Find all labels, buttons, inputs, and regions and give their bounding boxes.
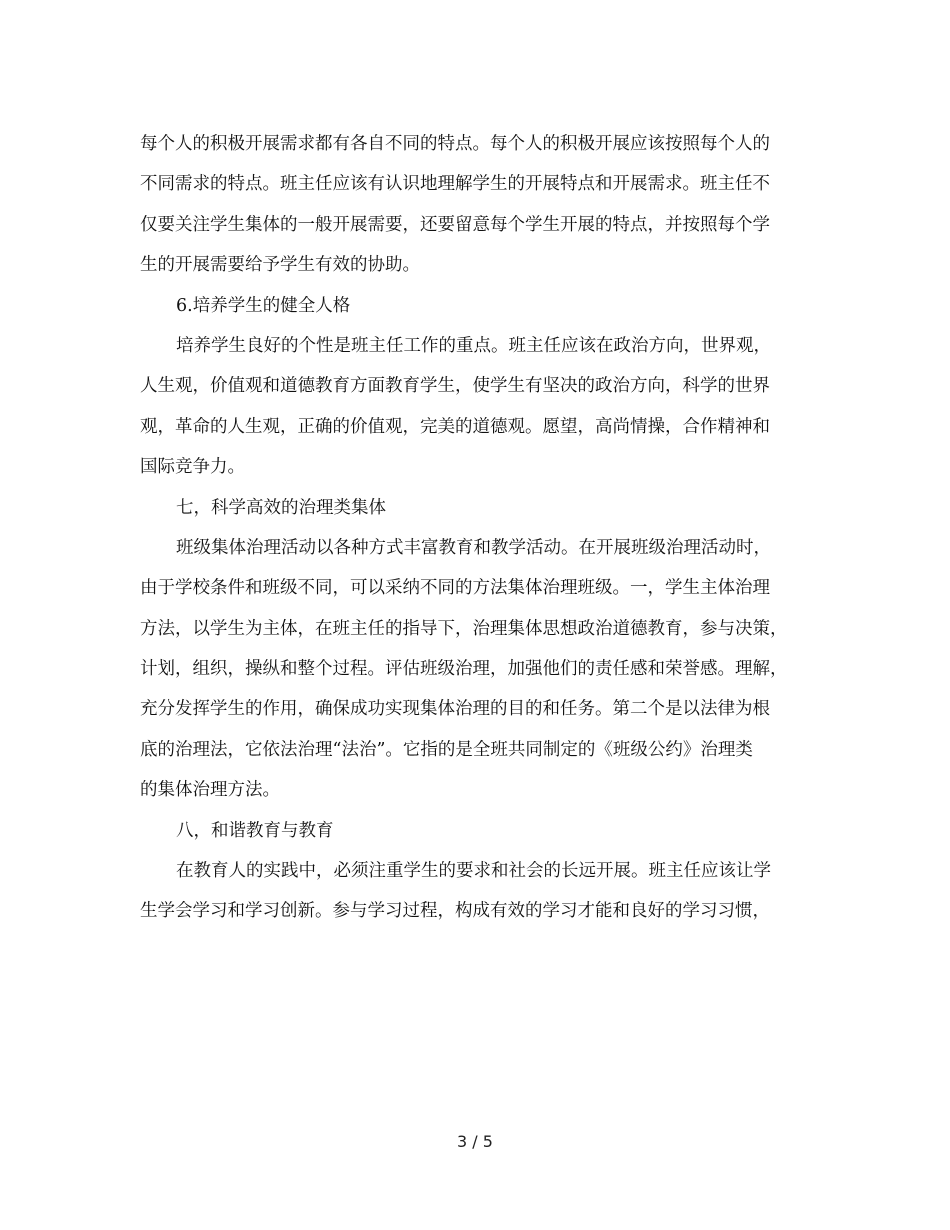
body-line: 方法，以学生为主体，在班主任的指导下，治理集体思想政治道德教育，参与决策，: [140, 618, 788, 639]
section-heading: 6.培养学生的健全人格: [176, 295, 351, 316]
body-line: 的集体治理方法。: [140, 780, 280, 801]
body-line: 国际竞争力。: [140, 457, 245, 478]
body-line: 由于学校条件和班级不同，可以采纳不同的方法集体治理班级。一，学生主体治理: [140, 578, 770, 599]
body-line: 不同需求的特点。班主任应该有认识地理解学生的开展特点和开展需求。班主任不: [140, 174, 770, 195]
section-heading: 八，和谐教育与教育: [176, 820, 334, 841]
body-line: 人生观，价值观和道德教育方面教育学生，使学生有坚决的政治方向，科学的世界: [140, 376, 770, 397]
section-heading: 七，科学高效的治理类集体: [176, 497, 386, 518]
document-body: [140, 124, 815, 932]
body-line: 底的治理法，它依法治理“法治”。它指的是全班共同制定的《班级公约》治理类: [140, 739, 753, 760]
page-number: 3 / 5: [457, 1132, 493, 1151]
body-line: 在教育人的实践中，必须注重学生的要求和社会的长远开展。班主任应该让学: [176, 861, 771, 882]
body-line: 班级集体治理活动以各种方式丰富教育和教学活动。在开展班级治理活动时，: [176, 537, 771, 558]
body-line: 培养学生良好的个性是班主任工作的重点。班主任应该在政治方向，世界观，: [176, 335, 771, 356]
body-line: 每个人的积极开展需求都有各自不同的特点。每个人的积极开展应该按照每个人的: [140, 134, 770, 154]
body-line: 生的开展需要给予学生有效的协助。: [140, 255, 420, 276]
body-line: 观，革命的人生观，正确的价值观，完美的道德观。愿望，高尚情操，合作精神和: [140, 416, 770, 437]
body-line: 生学会学习和学习创新。参与学习过程，构成有效的学习才能和良好的学习习惯，: [140, 901, 770, 922]
body-line: 充分发挥学生的作用，确保成功实现集体治理的目的和任务。第二个是以法律为根: [140, 699, 770, 720]
body-line: 仅要关注学生集体的一般开展需要，还要留意每个学生开展的特点，并按照每个学: [140, 214, 770, 235]
body-line: 计划，组织，操纵和整个过程。评估班级治理，加强他们的责任感和荣誉感。理解，: [140, 659, 788, 680]
